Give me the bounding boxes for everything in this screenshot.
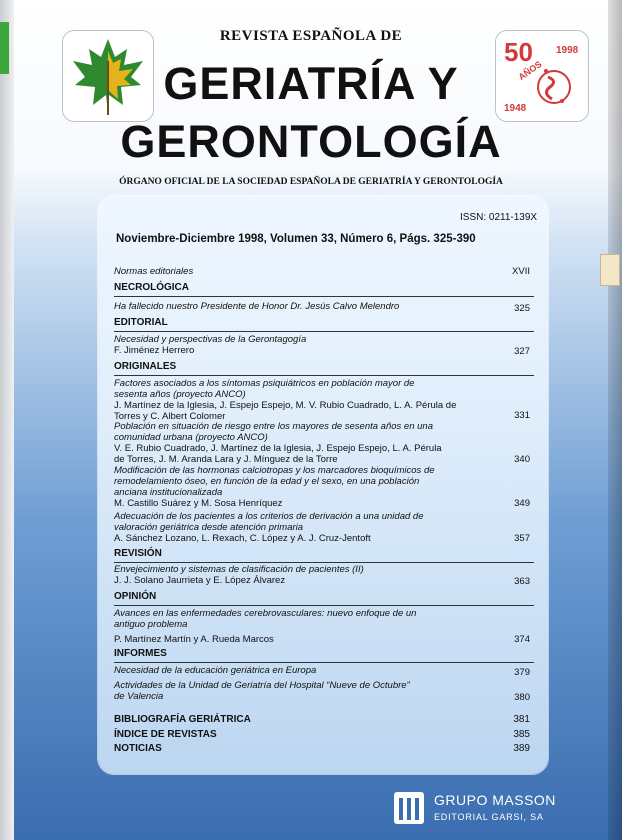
toc-footer-item[interactable]: ÍNDICE DE REVISTAS 385 bbox=[114, 729, 530, 740]
issn: ISSN: 0211-139X bbox=[460, 212, 538, 223]
toc-footer-item[interactable]: BIBLIOGRAFÍA GERIÁTRICA 381 bbox=[114, 714, 530, 725]
toc-entry[interactable]: Envejecimiento y sistemas de clasificación de pacientes (II) J. J. Solano Jaurrieta y E. López Álvarez 363 bbox=[114, 564, 530, 587]
journal-organ: ÓRGANO OFICIAL DE LA SOCIEDAD ESPAÑOLA DE GERIATRÍA Y GERONTOLOGÍA bbox=[119, 177, 503, 187]
toc-entry[interactable]: Modificación de las hormonas calciotropas y los marcadores bioquímicos de remodelamiento óseo, en función de la edad y el sexo, en una población anciana institucionalizada M. Castillo Suárez y M. Sosa Henríquez 349 bbox=[114, 465, 530, 509]
section-heading: OPINIÓN bbox=[114, 591, 157, 602]
section-rule bbox=[114, 562, 534, 563]
publisher-logo bbox=[392, 790, 582, 826]
anniv-subtitle: AÑOS bbox=[516, 58, 544, 83]
section-rule bbox=[114, 296, 534, 297]
section-rule bbox=[114, 331, 534, 332]
journal-title-line1: GERIATRÍA Y bbox=[163, 58, 459, 109]
anniv-number: 50 bbox=[504, 37, 533, 67]
anniv-year-end: 1998 bbox=[556, 45, 579, 56]
issue-info: Noviembre-Diciembre 1998, Volumen 33, Número 6, Págs. 325-390 bbox=[116, 233, 476, 245]
anniv-year-start: 1948 bbox=[504, 103, 527, 114]
section-heading: EDITORIAL bbox=[114, 317, 168, 328]
toc-entry[interactable]: Necesidad de la educación geriátrica en Europa 379 bbox=[114, 665, 530, 678]
publisher-sub: EDITORIAL GARSI, SA bbox=[434, 812, 544, 822]
section-heading: NECROLÓGICA bbox=[114, 282, 189, 293]
publisher-name: GRUPO MASSON bbox=[434, 792, 556, 808]
toc-entry[interactable]: Adecuación de los pacientes a los criterios de derivación a una unidad de valoración geriátrica desde atención primaria A. Sánchez Lozano, L. Rexach, C. López y A. J. Cruz-Jentoft 357 bbox=[114, 511, 530, 544]
masson-logo-icon bbox=[392, 790, 426, 826]
section-rule bbox=[114, 375, 534, 376]
journal-title-line2: GERONTOLOGÍA bbox=[120, 116, 502, 167]
section-rule bbox=[114, 662, 534, 663]
toc-entry[interactable]: Población en situación de riesgo entre los mayores de sesenta años en una comunidad urbana (proyecto ANCO) V. E. Rubio Cuadrado, J. Martínez de la Iglesia, J. Espejo Espejo, L. A. Pérula de Torres, J. M. Aranda Lara y J. Mínguez de la Torre 340 bbox=[114, 421, 530, 465]
section-heading: REVISIÓN bbox=[114, 548, 162, 559]
bookmark-tab bbox=[600, 254, 620, 286]
toc-entry[interactable]: Necesidad y perspectivas de la Gerontagogía F. Jiménez Herrero 327 bbox=[114, 334, 530, 357]
toc-entry[interactable]: Avances en las enfermedades cerebrovasculares: nuevo enfoque de un antiguo problema P. Martínez Martín y A. Rueda Marcos 374 bbox=[114, 608, 530, 645]
journal-supertitle: REVISTA ESPAÑOLA DE bbox=[219, 28, 403, 44]
toc-entry[interactable]: Ha fallecido nuestro Presidente de Honor Dr. Jesús Calvo Melendro 325 bbox=[114, 301, 530, 314]
toc-entry[interactable]: Actividades de la Unidad de Geriatría del Hospital “Nueve de Octubre” de Valencia 380 bbox=[114, 680, 530, 703]
section-heading: INFORMES bbox=[114, 648, 167, 659]
toc-normas: Normas editoriales XVII bbox=[114, 266, 530, 277]
section-heading: ORIGINALES bbox=[114, 361, 177, 372]
toc-entry[interactable]: Factores asociados a los síntomas psiquiátricos en población mayor de sesenta años (proyecto ANCO) J. Martínez de la Iglesia, J. Espejo Espejo, M. V. Rubio Cuadrado, L. A. Pérula de Torres y C. Albert Colomer 331 bbox=[114, 378, 530, 422]
section-rule bbox=[114, 605, 534, 606]
toc-footer-item[interactable]: NOTICIAS 389 bbox=[114, 743, 530, 754]
